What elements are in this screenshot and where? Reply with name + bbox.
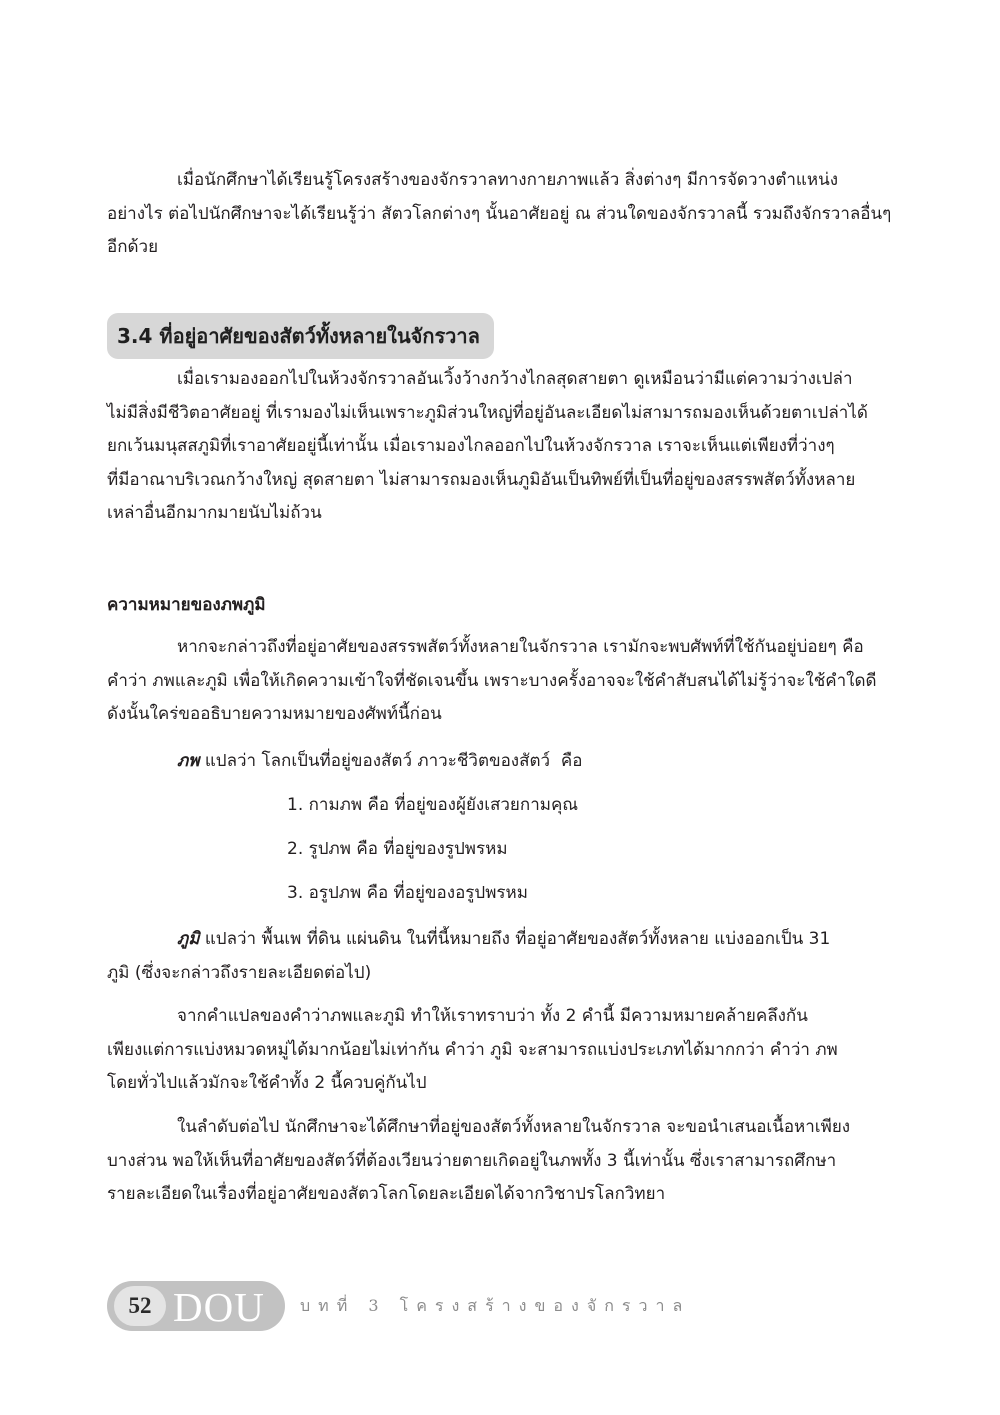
paragraph-line: จากคำแปลของคำว่าภพและภูมิ ทำให้เราทราบว่า ทั้ง 2 คำนี้ มีความหมายคล้ายคลึงกัน [177,1006,808,1026]
paragraph-line: อีกด้วย [107,237,159,257]
paragraph-line: โดยทั่วไปแล้วมักจะใช้คำทั้ง 2 นี้ควบคู่กันไป [107,1073,427,1093]
bhumi-term: ภูมิ [177,929,200,949]
conclusion-paragraph [107,1111,893,1212]
paragraph-line: หากจะกล่าวถึงที่อยู่อาศัยของสรรพสัตว์ทั้งหลายในจักรวาล เรามักจะพบศัพท์ที่ใช้กันอยู่บ่อยๆ คือ [177,637,864,657]
comparison-paragraph [107,1000,893,1101]
paragraph-line: อย่างไร ต่อไปนักศึกษาจะได้เรียนรู้ว่า สัตวโลกต่างๆ นั้นอาศัยอยู่ ณ ส่วนใดของจักรวาลนี้ รวมถึงจักรวาลอื่นๆ [107,203,892,224]
paragraph-line: ยกเว้นมนุสสภูมิที่เราอาศัยอยู่นี้เท่านั้น เมื่อเรามองไกลออกไปในห้วงจักรวาล เราจะเห็นแต่เพียงที่ว่างๆ [107,436,835,456]
definition-line: ภูมิ (ซึ่งจะกล่าวถึงรายละเอียดต่อไป) [107,962,372,983]
list-item: 1. กามภพ คือ ที่อยู่ของผู้ยังเสวยกามคุณ [287,795,579,815]
bhop-term: ภพ [177,751,200,771]
definition-line [107,745,893,779]
section-heading: 3.4 ที่อยู่อาศัยของสัตว์ทั้งหลายในจักรวาล [107,313,494,359]
section-body-paragraph [107,363,893,531]
paragraph-line: ที่มีอาณาบริเวณกว้างใหญ่ สุดสายตา ไม่สามารถมองเห็นภูมิอันเป็นทิพย์ที่เป็นที่อยู่ของสรรพสัตว์ทั้งหลาย [107,469,856,490]
bhop-text: แปลว่า โลกเป็นที่อยู่ของสัตว์ ภาวะชีวิตของสัตว์ คือ [199,751,583,771]
paragraph-line: ในลำดับต่อไป นักศึกษาจะได้ศึกษาที่อยู่ของสัตว์ทั้งหลายในจักรวาล จะขอนำเสนอเนื้อหาเพียง [177,1117,851,1137]
bhop-definition [107,745,893,779]
list-item: 3. อรูปภพ คือ ที่อยู่ของอรูปพรหม [287,883,528,903]
paragraph-line: เพียงแต่การแบ่งหมวดหมู่ได้มากน้อยไม่เท่ากัน คำว่า ภูมิ จะสามารถแบ่งประเภทได้มากกว่า คำว่า ภพ [107,1039,838,1060]
list-item: 2. รูปภพ คือ ที่อยู่ของรูปพรหม [287,839,508,859]
bhumi-definition [107,923,893,990]
dou-logo: DOU [173,1284,265,1330]
definition-intro-paragraph [107,631,893,732]
paragraph-line: รายละเอียดในเรื่องที่อยู่อาศัยของสัตวโลกโดยละเอียดได้จากวิชาปรโลกวิทยา [107,1184,666,1204]
intro-paragraph [107,164,893,265]
paragraph-line: บางส่วน พอให้เห็นที่อาศัยของสัตว์ที่ต้องเวียนว่ายตายเกิดอยู่ในภพทั้ง 3 นี้เท่านั้น ซึ่งเราสามารถศึกษา [107,1150,837,1171]
paragraph-line: ดังนั้นใคร่ขออธิบายความหมายของศัพท์นี้ก่อน [107,704,442,724]
paragraph-line: เมื่อนักศึกษาได้เรียนรู้โครงสร้างของจักรวาลทางกายภาพแล้ว สิ่งต่างๆ มีการจัดวางตำแหน่ง [177,170,839,190]
paragraph-line: ไม่มีสิ่งมีชีวิตอาศัยอยู่ ที่เรามองไม่เห็นเพราะภูมิส่วนใหญ่ที่อยู่อันละเอียดไม่สามารถมองเห็นด้วยตาเปล่าได้ [107,402,868,423]
bhop-list [107,789,893,921]
paragraph-line: เมื่อเรามองออกไปในห้วงจักรวาลอันเวิ้งว้างกว้างไกลสุดสายตา ดูเหมือนว่ามีแต่ความว่างเปล่า [177,369,853,389]
subheading: ความหมายของภพภูมิ [107,595,266,615]
definition-line [107,923,893,957]
paragraph-line: คำว่า ภพและภูมิ เพื่อให้เกิดความเข้าใจที่ชัดเจนขึ้น เพราะบางครั้งอาจจะใช้คำสับสนได้ไม่รู้ว่าจะใช้คำใดดี [107,670,877,691]
chapter-title: บทที่ 3 โครงสร้างของจักรวาล [300,1296,691,1315]
paragraph-line: เหล่าอื่นอีกมากมายนับไม่ถ้วน [107,503,322,523]
bhumi-text: แปลว่า พื้นเพ ที่ดิน แผ่นดิน ในที่นี้หมายถึง ที่อยู่อาศัยของสัตว์ทั้งหลาย แบ่งออกเป็น 31 [199,929,831,949]
footer-badge [107,1281,285,1331]
page-number: 52 [114,1286,166,1326]
